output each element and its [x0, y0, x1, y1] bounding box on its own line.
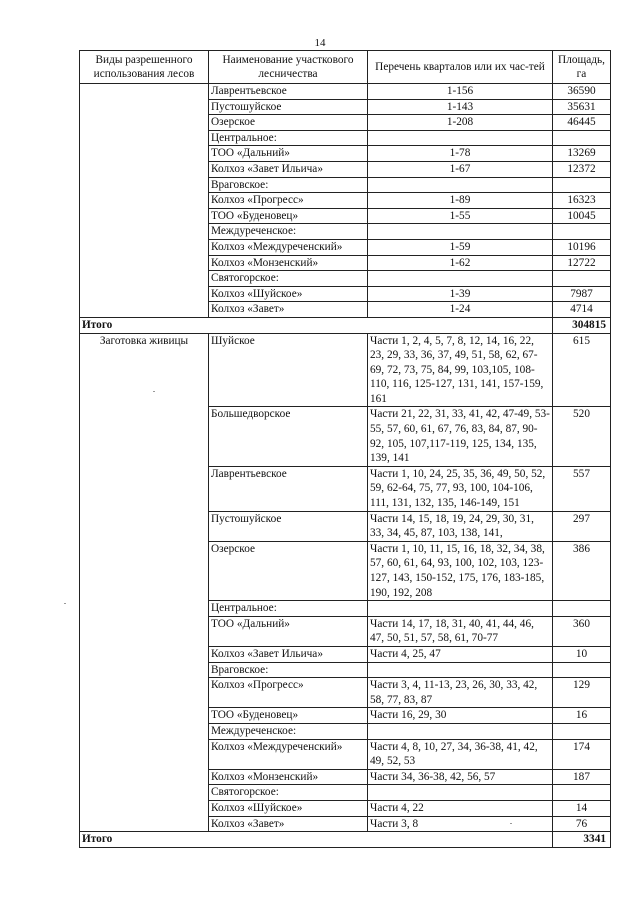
quarters-cell [368, 785, 553, 801]
quarters-cell: 1-67 [368, 161, 553, 177]
area-cell [553, 601, 611, 617]
area-cell: 129 [553, 678, 611, 708]
total-label: Итого [80, 317, 553, 333]
quarters-cell: Части 21, 22, 31, 33, 41, 42, 47-49, 53-55, 57, 60, 61, 67, 76, 83, 84, 87, 90-92, 105, 107,117-119, 125, 134, 135, 139, 141 [368, 407, 553, 466]
quarters-cell: Части 14, 17, 18, 31, 40, 41, 44, 46, 47, 50, 51, 57, 58, 61, 70-77 [368, 616, 553, 646]
header-forestry-name: Наименование участкового лесничества [209, 51, 368, 84]
use-type-cell: Заготовка живицы [80, 333, 209, 832]
area-cell: 76 [553, 816, 611, 832]
quarters-cell: Части 3, 4, 11-13, 23, 26, 30, 33, 42, 58, 77, 83, 87 [368, 678, 553, 708]
forestry-name-cell: Озерское [209, 541, 368, 600]
forestry-name-cell: Лаврентьевское [209, 466, 368, 511]
quarters-cell: 1-156 [368, 84, 553, 100]
quarters-cell [368, 271, 553, 287]
area-cell: 46445 [553, 115, 611, 131]
quarters-cell: Части 4, 22 [368, 800, 553, 816]
area-cell: 16 [553, 708, 611, 724]
area-cell [553, 271, 611, 287]
area-cell: 10 [553, 646, 611, 662]
forestry-name-cell: Колхоз «Прогресс» [209, 193, 368, 209]
forestry-name-cell: Колхоз «Шуйское» [209, 286, 368, 302]
forestry-name-cell: Центральное: [209, 130, 368, 146]
forestry-name-cell: Враговское: [209, 662, 368, 678]
forestry-name-cell: Колхоз «Прогресс» [209, 678, 368, 708]
table-row [80, 84, 611, 100]
quarters-cell: Части 16, 29, 30 [368, 708, 553, 724]
area-cell: 174 [553, 739, 611, 769]
forestry-name-cell: Враговское: [209, 177, 368, 193]
section1-body [80, 84, 611, 334]
total-value: 3341 [553, 832, 611, 848]
forestry-name-cell: Пустошуйское [209, 99, 368, 115]
quarters-cell: 1-208 [368, 115, 553, 131]
area-cell: 10196 [553, 239, 611, 255]
area-cell: 10045 [553, 208, 611, 224]
quarters-cell: Части 1, 10, 24, 25, 35, 36, 49, 50, 52, 59, 62-64, 75, 77, 93, 100, 104-106, 111, 131, 132, 135, 146-149, 151 [368, 466, 553, 511]
quarters-cell: 1-89 [368, 193, 553, 209]
table-row [80, 333, 611, 407]
margin-mark [153, 391, 155, 392]
forestry-name-cell: Большедворское [209, 407, 368, 466]
quarters-cell: 1-143 [368, 99, 553, 115]
header-quarters: Перечень кварталов или их час-тей [368, 51, 553, 84]
area-cell [553, 785, 611, 801]
forestry-name-cell: Центральное: [209, 601, 368, 617]
forestry-name-cell: Колхоз «Шуйское» [209, 800, 368, 816]
area-cell: 360 [553, 616, 611, 646]
area-cell: 615 [553, 333, 611, 407]
quarters-cell: 1-78 [368, 146, 553, 162]
forestry-name-cell: Колхоз «Междуреченский» [209, 239, 368, 255]
header-area: Площадь, га [553, 51, 611, 84]
table-header-row [80, 51, 611, 84]
quarters-cell: Части 1, 2, 4, 5, 7, 8, 12, 14, 16, 22, 23, 29, 33, 36, 37, 49, 51, 58, 62, 67-69, 72, 73, 75, 84, 99, 103,105, 108-110, 116, 125-127, 131, 141, 157-159, 161 [368, 333, 553, 407]
area-cell: 36590 [553, 84, 611, 100]
margin-mark [510, 823, 512, 824]
area-cell: 386 [553, 541, 611, 600]
forestry-name-cell: ТОО «Дальний» [209, 146, 368, 162]
area-cell [553, 177, 611, 193]
margin-mark [64, 603, 66, 604]
forestry-name-cell: Колхоз «Монзенский» [209, 255, 368, 271]
area-cell: 4714 [553, 302, 611, 318]
area-cell: 557 [553, 466, 611, 511]
area-cell [553, 130, 611, 146]
area-cell: 13269 [553, 146, 611, 162]
area-cell: 12722 [553, 255, 611, 271]
quarters-cell: Части 34, 36-38, 42, 56, 57 [368, 769, 553, 785]
quarters-cell: 1-39 [368, 286, 553, 302]
quarters-cell [368, 601, 553, 617]
forestry-name-cell: Междуреченское: [209, 224, 368, 240]
quarters-cell [368, 224, 553, 240]
forestry-name-cell: Святогорское: [209, 271, 368, 287]
forestry-name-cell: Колхоз «Завет Ильича» [209, 646, 368, 662]
area-cell: 14 [553, 800, 611, 816]
quarters-cell [368, 723, 553, 739]
forestry-name-cell: Междуреченское: [209, 723, 368, 739]
forestry-name-cell: Колхоз «Завет Ильича» [209, 161, 368, 177]
forest-use-table [79, 50, 611, 848]
area-cell: 16323 [553, 193, 611, 209]
area-cell: 520 [553, 407, 611, 466]
total-row [80, 832, 611, 848]
area-cell: 187 [553, 769, 611, 785]
quarters-cell: 1-24 [368, 302, 553, 318]
use-type-cell [80, 84, 209, 318]
header-use-type: Виды разрешенного использования лесов [80, 51, 209, 84]
quarters-cell: Части 3, 8 [368, 816, 553, 832]
quarters-cell: Части 14, 15, 18, 19, 24, 29, 30, 31, 33, 34, 45, 87, 103, 138, 141, [368, 511, 553, 541]
page-number: 14 [314, 37, 326, 49]
forestry-name-cell: Колхоз «Завет» [209, 302, 368, 318]
section2-body [80, 333, 611, 847]
forestry-name-cell: Святогорское: [209, 785, 368, 801]
quarters-cell: Части 4, 8, 10, 27, 34, 36-38, 41, 42, 49, 52, 53 [368, 739, 553, 769]
total-value: 304815 [553, 317, 611, 333]
quarters-cell [368, 662, 553, 678]
quarters-cell [368, 130, 553, 146]
forestry-name-cell: ТОО «Буденовец» [209, 208, 368, 224]
area-cell: 7987 [553, 286, 611, 302]
area-cell: 35631 [553, 99, 611, 115]
area-cell [553, 662, 611, 678]
area-cell [553, 224, 611, 240]
forestry-name-cell: Озерское [209, 115, 368, 131]
forestry-name-cell: Колхоз «Завет» [209, 816, 368, 832]
forestry-name-cell: Колхоз «Междуреченский» [209, 739, 368, 769]
total-row [80, 317, 611, 333]
forestry-name-cell: Колхоз «Монзенский» [209, 769, 368, 785]
quarters-cell: 1-59 [368, 239, 553, 255]
quarters-cell: Части 4, 25, 47 [368, 646, 553, 662]
forestry-name-cell: ТОО «Буденовец» [209, 708, 368, 724]
quarters-cell [368, 177, 553, 193]
area-cell [553, 723, 611, 739]
forestry-name-cell: ТОО «Дальний» [209, 616, 368, 646]
total-label: Итого [80, 832, 553, 848]
forestry-name-cell: Пустошуйское [209, 511, 368, 541]
quarters-cell: 1-55 [368, 208, 553, 224]
area-cell: 297 [553, 511, 611, 541]
quarters-cell: 1-62 [368, 255, 553, 271]
forestry-name-cell: Лаврентьевское [209, 84, 368, 100]
quarters-cell: Части 1, 10, 11, 15, 16, 18, 32, 34, 38, 57, 60, 61, 64, 93, 100, 102, 103, 123-127, 143, 150-152, 175, 176, 183-185, 190, 192, 208 [368, 541, 553, 600]
forestry-name-cell: Шуйское [209, 333, 368, 407]
area-cell: 12372 [553, 161, 611, 177]
